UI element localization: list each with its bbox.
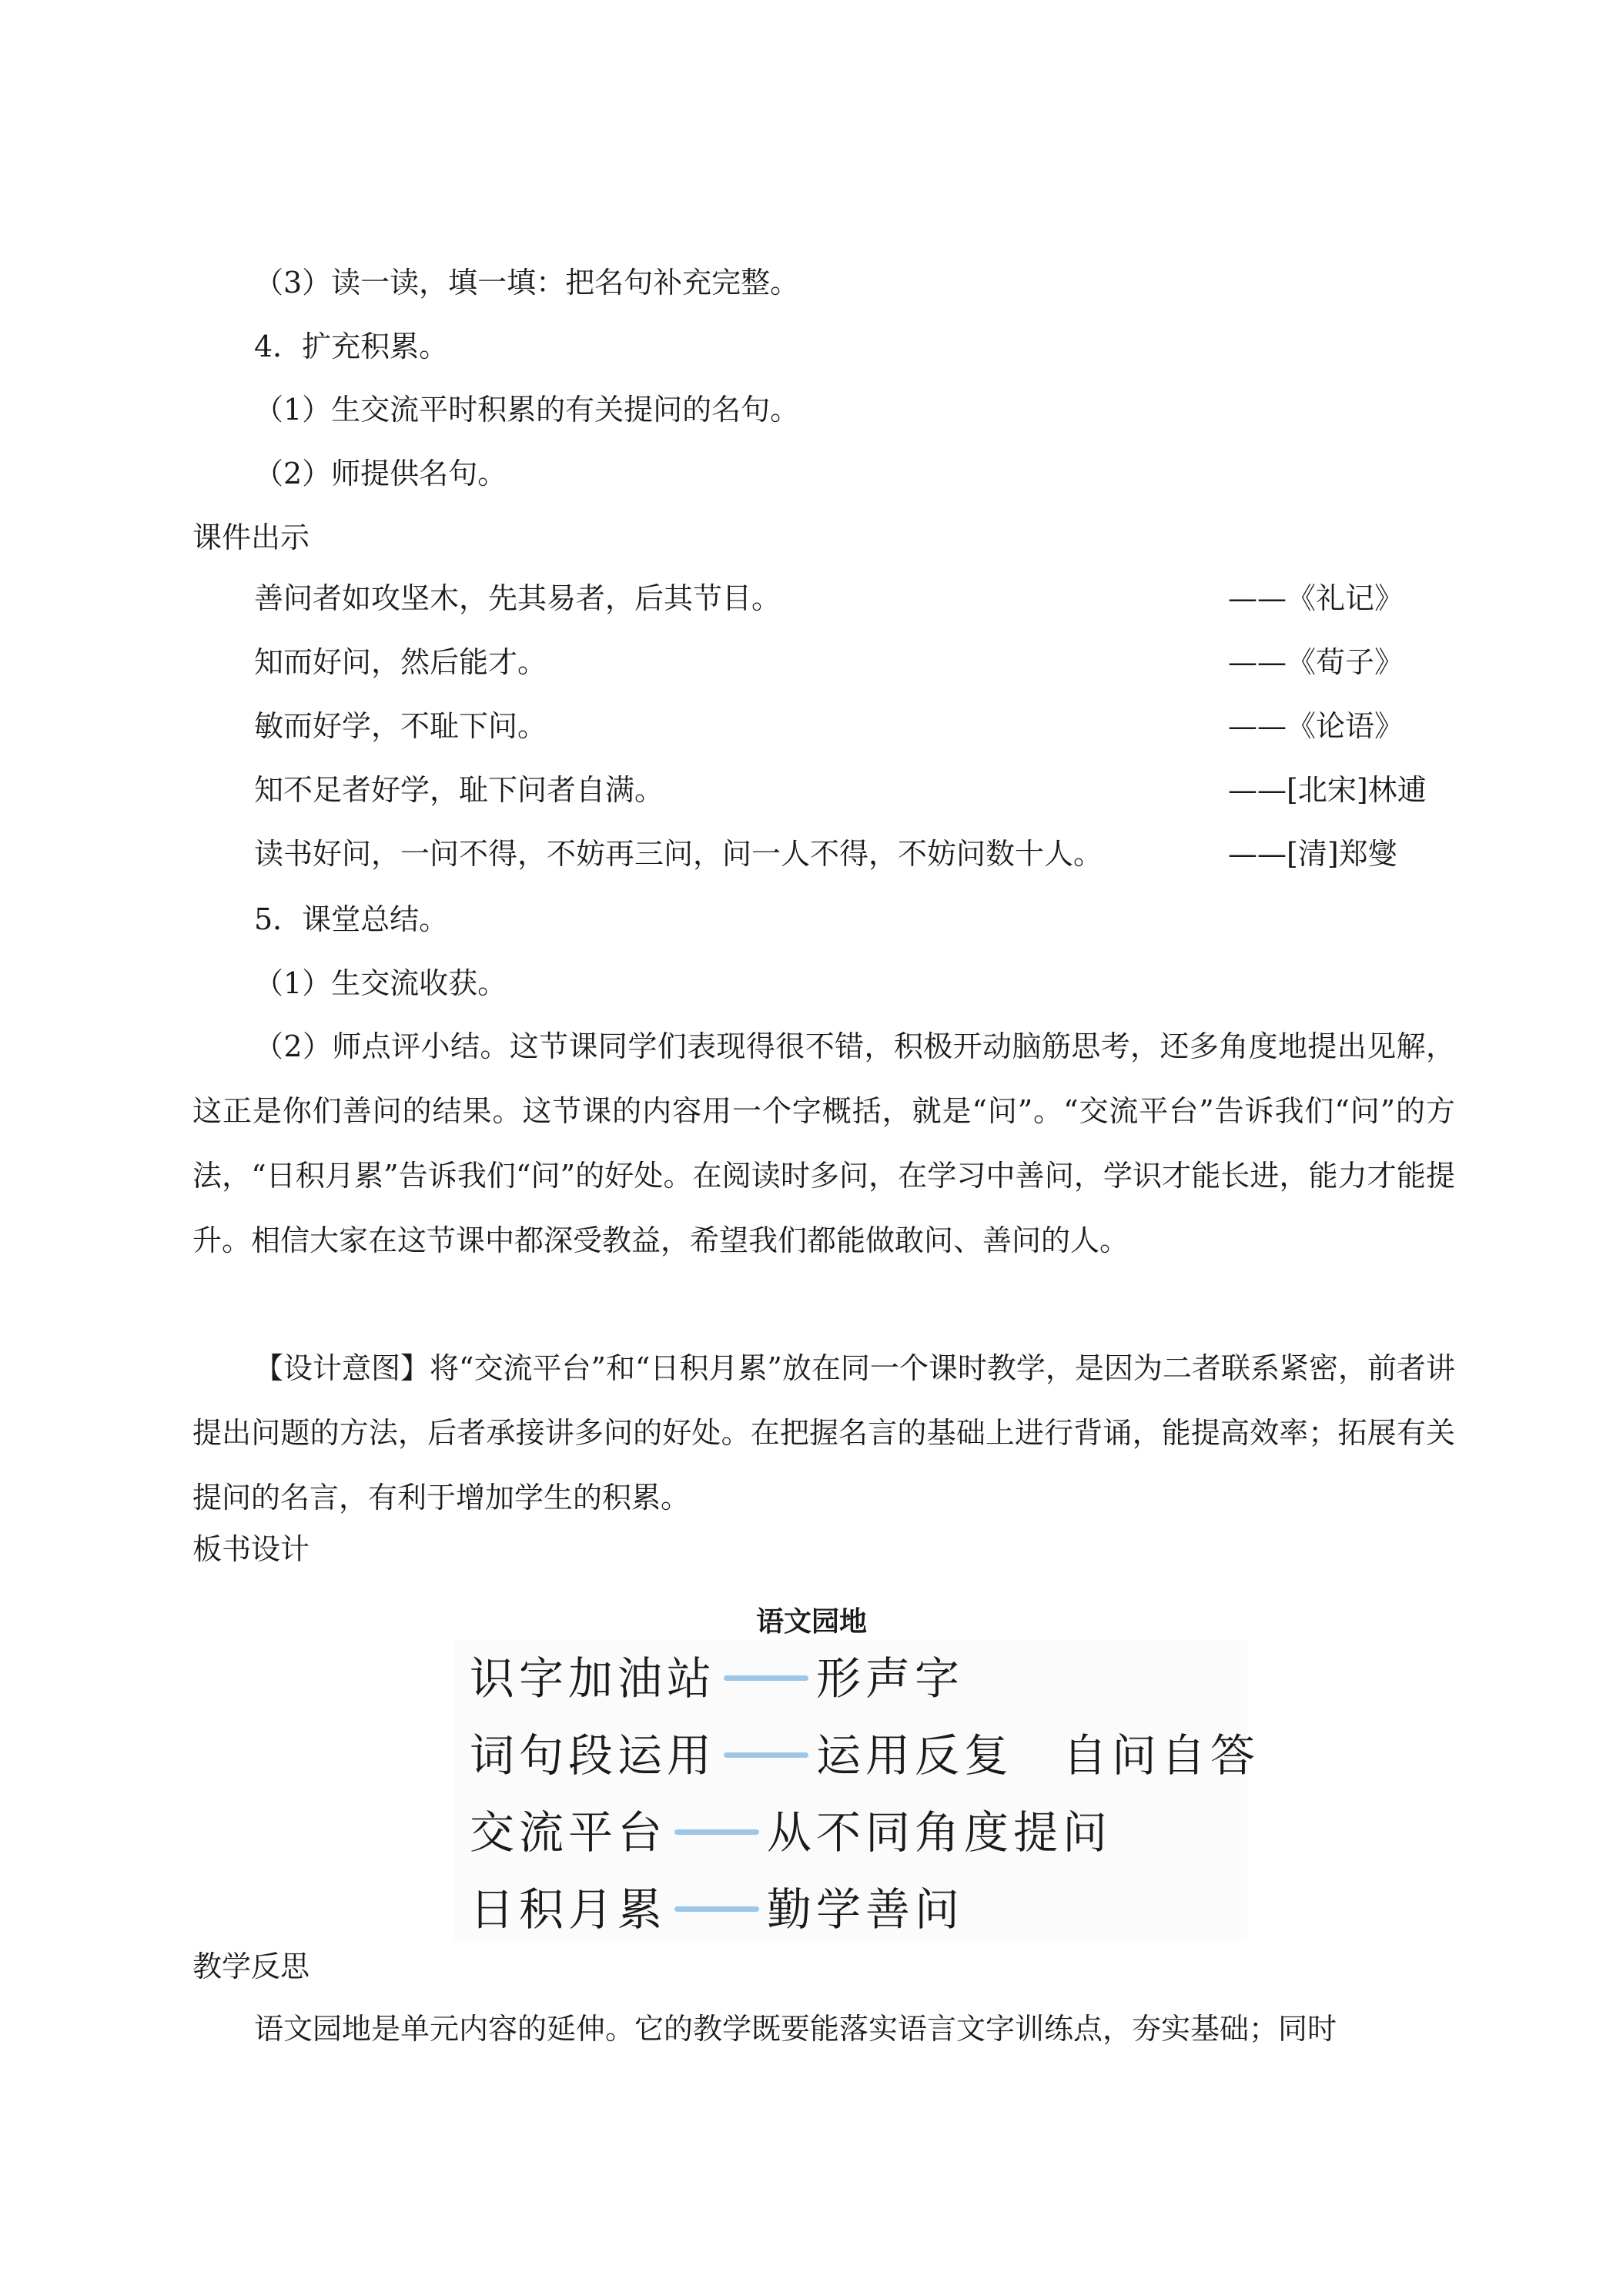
board-row-right: 从不同角度提问: [767, 1806, 1113, 1859]
quote-source: ——《礼记》: [1228, 581, 1404, 615]
board-row-left: 日积月累: [470, 1883, 668, 1936]
quote-row: [254, 771, 1471, 809]
quote-row: [254, 707, 1471, 745]
instruction-line: （2）师提供名句。: [254, 457, 507, 490]
board-row-right: 勤学善问: [767, 1883, 965, 1936]
quote-source: ——[清]郑燮: [1228, 837, 1397, 871]
summary-paragraph: （2）师点评小结。这节课同学们表现得很不错，积极开动脑筋思考，还多角度地提出见解，这正是你们善问的结果。这节课的内容用一个字概括，就是“问”。“交流平台”告诉我们“问”的方法，“日积月累”告诉我们“问”的好处。在阅读时多问，在学习中善问，学识才能长进，能力才能提升。相信大家在这节课中都深受教益，希望我们都能做敢问、善问的人。: [192, 1029, 1455, 1257]
quote-text: 善问者如攻坚木，先其易者，后其节目。: [254, 581, 781, 615]
board-row-right: 形声字: [816, 1652, 965, 1705]
section-heading: 5．课堂总结。: [254, 902, 449, 936]
instruction-line: （3）读一读，填一填：把名句补充完整。: [254, 266, 800, 300]
board-row-left: 识字加油站: [470, 1652, 717, 1705]
connector-line: [724, 1752, 808, 1758]
quote-row: [254, 835, 1471, 873]
quote-text: 知而好问，然后能才。: [254, 645, 547, 679]
connector-line: [674, 1829, 759, 1835]
quote-text: 知不足者好学，耻下问者自满。: [254, 773, 664, 807]
board-row-right: 运用反复 自问自答: [816, 1729, 1260, 1782]
quote-source: ——《荀子》: [1228, 645, 1404, 679]
connector-line: [724, 1675, 808, 1681]
connector-line: [674, 1906, 759, 1912]
instruction-line: （1）生交流收获。: [254, 966, 507, 1000]
quote-row: [254, 643, 1471, 681]
board-row: [470, 1871, 964, 1940]
board-title: 语文园地: [755, 1606, 867, 1638]
quote-text: 敏而好学，不耻下问。: [254, 709, 547, 743]
reflection-heading: 教学反思: [192, 1950, 310, 1983]
board-row: [470, 1717, 1260, 1786]
quote-text: 读书好问，一问不得，不妨再三问，问一人不得，不妨问数十人。: [254, 837, 1103, 871]
instruction-line: （1）生交流平时积累的有关提问的名句。: [254, 393, 800, 427]
board-row: [470, 1640, 964, 1709]
quote-source: ——《论语》: [1228, 709, 1404, 743]
board-row-left: 词句段运用: [470, 1729, 717, 1782]
quote-row: [254, 579, 1471, 618]
section-heading: 4．扩充积累。: [254, 330, 449, 363]
design-intent-paragraph: 【设计意图】将“交流平台”和“日积月累”放在同一个课时教学，是因为二者联系紧密，前者讲提出问题的方法，后者承接讲多问的好处。在把握名言的基础上进行背诵，能提高效率；拓展有关提问的名言，有利于增加学生的积累。: [192, 1351, 1455, 1514]
quote-source: ——[北宋]林逋: [1228, 773, 1427, 807]
board-row-left: 交流平台: [470, 1806, 668, 1859]
board-row: [470, 1794, 1112, 1863]
reflection-paragraph: 语文园地是单元内容的延伸。它的教学既要能落实语言文字训练点，夯实基础；同时: [254, 2012, 1337, 2046]
board-design-label: 板书设计: [192, 1532, 310, 1566]
courseware-label: 课件出示: [192, 520, 310, 554]
blackboard-design: [454, 1640, 1260, 1940]
